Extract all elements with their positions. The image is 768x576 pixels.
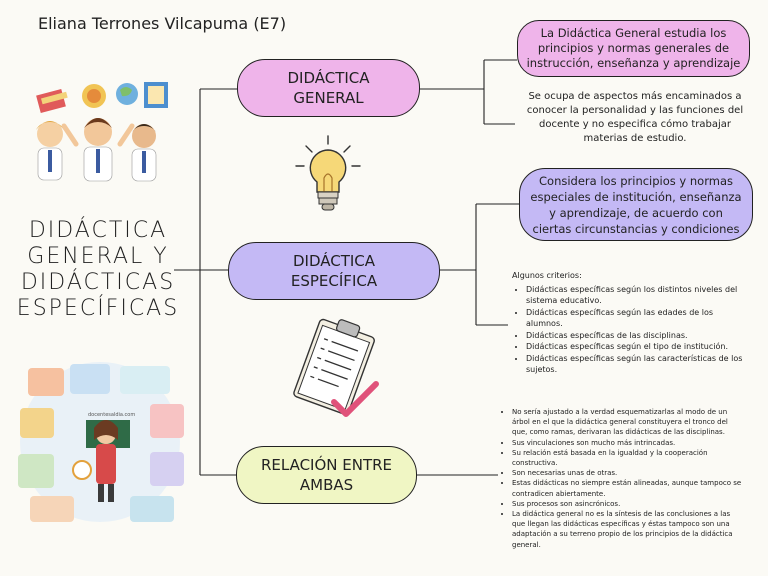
relacion-list <box>500 407 745 550</box>
author-name: Eliana Terrones Vilcapuma (E7) <box>38 14 287 33</box>
criteria-item: • Didácticas específicas según las edades de los alumnos. <box>526 307 752 330</box>
especifica-definition-box <box>519 168 753 241</box>
criteria-item: • Didácticas específicas según las características de los sujetos. <box>526 353 752 376</box>
criteria-item: • Didácticas específicas de las disciplinas. <box>526 330 752 342</box>
relacion-item: • Son necesarias unas de otras. <box>512 468 745 478</box>
relacion-item: • Sus vinculaciones son mucho más intrincadas. <box>512 438 745 448</box>
node-relacion-label: RELACIÓN ENTRE AMBAS <box>260 456 393 494</box>
criteria-item: • Didácticas específicas según el tipo de institución. <box>526 341 752 353</box>
light-bulb-icon <box>292 132 364 220</box>
students-illustration <box>24 74 176 186</box>
general-definition-box <box>517 20 750 77</box>
relacion-item: • Sus procesos son asincrónicos. <box>512 499 745 509</box>
clipboard-checklist-icon <box>284 316 384 424</box>
node-didactica-general <box>237 59 420 117</box>
criteria-heading: Algunos criterios: <box>512 271 582 280</box>
relacion-item: • Su relación está basada en la igualdad y la cooperación constructiva. <box>512 448 745 468</box>
relacion-item: • Estas didácticas no siempre están alineadas, aunque tampoco se contradicen abiertamente. <box>512 478 745 498</box>
relacion-item: • No sería ajustado a la verdad esquematizarlas al modo de un árbol en el que la didáctica general constituyera el tronco del que, como ramas, derivaran las didácticas de las disciplinas. <box>512 407 745 438</box>
criteria-item: • Didácticas específicas según los distintos niveles del sistema educativo. <box>526 284 752 307</box>
node-general-label: DIDÁCTICA GENERAL <box>287 69 370 107</box>
general-definition-text: La Didáctica General estudia los principios y normas generales de instrucción, enseñanza y aprendizaje <box>526 26 741 70</box>
main-title: DIDÁCTICA GENERAL Y DIDÁCTICAS ESPECÍFICAS <box>16 218 180 321</box>
classroom-illustration <box>10 356 190 528</box>
illustration-website: docentesaldia.com <box>88 412 136 418</box>
node-didactica-especifica <box>228 242 440 300</box>
general-description: Se ocupa de aspectos más encaminados a conocer la personalidad y las funciones del docente y no especifica cómo trabajar materias de estudio. <box>526 91 744 144</box>
node-especifica-label: DIDÁCTICA ESPECÍFICA <box>290 252 378 290</box>
node-relacion-entre-ambas <box>236 446 417 504</box>
relacion-item: • La didáctica general no es la síntesis de las conclusiones a las que llegan las didácticas específicas y éstas tampoco son una adaptación a su terreno propio de los principios de la didáctica general. <box>512 509 745 550</box>
criteria-list <box>512 270 752 376</box>
especifica-definition-text: Considera los principios y normas especiales de institución, enseñanza y aprendizaje, de acuerdo con ciertas circunstancias y condiciones <box>530 173 742 236</box>
